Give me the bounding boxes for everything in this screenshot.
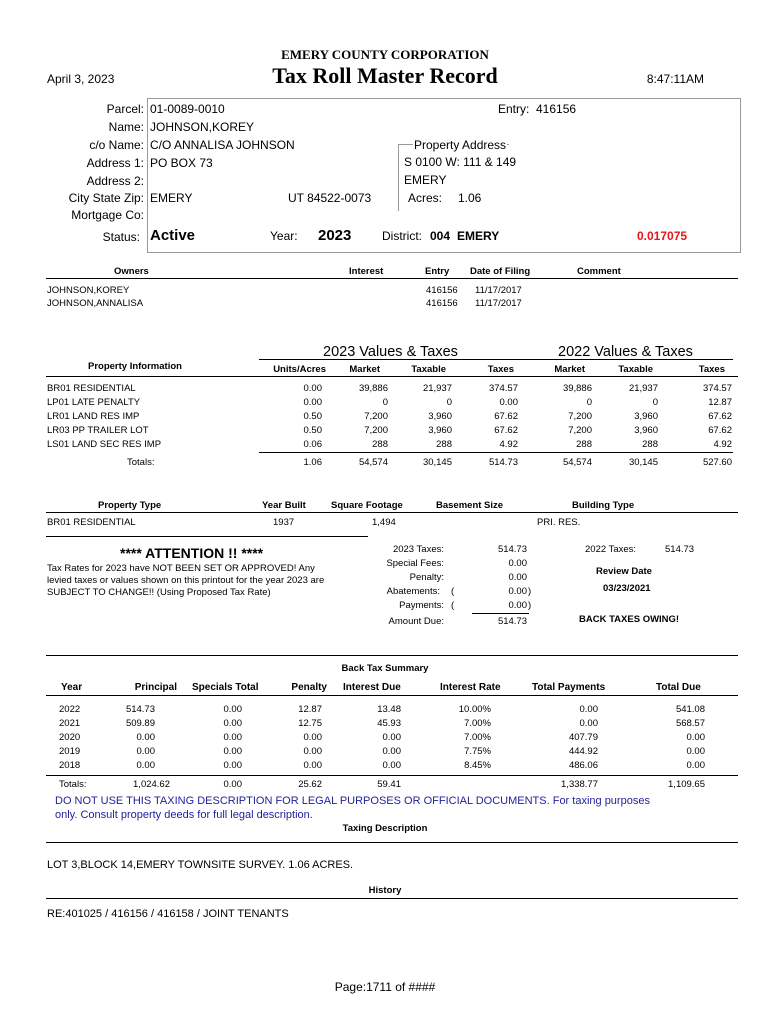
owner-row-entry: 416156 [426, 298, 458, 309]
parcel-number: 01-0089-0010 [150, 102, 225, 116]
bt-total-payments: 0.00 [579, 704, 598, 715]
values-row-taxable-2022: 0 [652, 397, 658, 408]
bt-principal: 509.89 [125, 718, 155, 729]
property-type-divider [46, 512, 738, 513]
market-2023-header: Market [349, 364, 380, 375]
bt-interest-due: 0.00 [382, 732, 401, 743]
values-row-market-2023: 288 [372, 439, 388, 450]
values-row-taxable-2022: 288 [642, 439, 658, 450]
units-header: Units/Acres [273, 364, 326, 375]
mortgage-label: Mortgage Co: [71, 208, 144, 222]
history-line [46, 898, 738, 899]
review-date-value: 03/23/2021 [603, 583, 651, 594]
year-built-header: Year Built [262, 500, 306, 511]
bt-interest-rate: 7.75% [464, 746, 491, 757]
values-title-line [259, 359, 733, 360]
bt-specials: 0.00 [223, 704, 242, 715]
bt-total-payments: 407.79 [568, 732, 598, 743]
bt-interest-due: 13.48 [377, 704, 401, 715]
bt-header-interest-rate: Interest Rate [440, 682, 501, 693]
owner-row-date: 11/17/2017 [475, 285, 522, 296]
values-row-taxes-2022: 67.62 [708, 425, 732, 436]
bt-total-total-due: 1,109.65 [668, 779, 705, 790]
values-row-taxes-2023: 4.92 [499, 439, 518, 450]
bt-principal: 0.00 [136, 746, 155, 757]
bt-total-principal: 1,024.62 [133, 779, 170, 790]
values-row-taxes-2023: 0.00 [499, 397, 518, 408]
year-built-value: 1937 [273, 517, 295, 528]
bt-interest-rate: 8.45% [464, 760, 491, 771]
building-type-value: PRI. RES. [537, 517, 581, 528]
bt-principal: 0.00 [136, 760, 155, 771]
year-value: 2023 [318, 227, 352, 244]
bt-header-principal: Principal [134, 682, 177, 693]
summary-label-amount-due: Amount Due: [388, 616, 444, 627]
taxing-description-line [46, 842, 738, 843]
property-type-value: BR01 RESIDENTIAL [47, 517, 136, 528]
bt-year: 2021 [59, 718, 81, 729]
summary-value-payments: 0.00 [508, 600, 527, 611]
report-date: April 3, 2023 [47, 72, 115, 86]
attention-line-3: SUBJECT TO CHANGE!! (Using Proposed Tax Rate) [47, 587, 271, 598]
values-row-market-2023: 7,200 [364, 411, 388, 422]
page-number: Page:1711 of #### [334, 980, 436, 994]
summary-label-special-fees: Special Fees: [386, 558, 444, 569]
attention-line-1: Tax Rates for 2023 have NOT BEEN SET OR APPROVED! Any [47, 563, 315, 574]
bt-interest-rate: 7.00% [464, 718, 491, 729]
values-row-info: LR01 LAND RES IMP [47, 411, 140, 422]
bt-principal: 0.00 [136, 732, 155, 743]
values-row-market-2023: 7,200 [364, 425, 388, 436]
entry-number: 416156 [536, 102, 577, 116]
taxing-description-title: Taxing Description [342, 823, 428, 834]
owner-row-name: JOHNSON,ANNALISA [47, 298, 144, 309]
bt-header-penalty: Penalty [291, 682, 327, 693]
values-row-market-2022: 7,200 [568, 425, 592, 436]
bt-specials: 0.00 [223, 732, 242, 743]
status-value: Active [150, 227, 196, 244]
city-state-zip-label: City State Zip: [68, 191, 144, 205]
comment-header: Comment [577, 266, 621, 277]
entry-header: Entry [425, 266, 450, 277]
summary-value-special-fees: 0.00 [508, 558, 527, 569]
back-tax-header-line [46, 695, 738, 696]
bt-interest-rate: 7.00% [464, 732, 491, 743]
interest-header: Interest [349, 266, 384, 277]
taxable-2023-header: Taxable [411, 364, 446, 375]
owner-row-entry: 416156 [426, 285, 458, 296]
square-footage-header: Square Footage [331, 500, 403, 511]
bt-total-interest-due: 59.41 [377, 779, 401, 790]
bt-specials: 0.00 [223, 760, 242, 771]
values-row-info: LP01 LATE PENALTY [47, 397, 141, 408]
attention-line-2: levied taxes or values shown on this printout for the year 2023 are [47, 575, 325, 586]
values-totals-label: Totals: [127, 457, 155, 468]
back-tax-totals-line [46, 775, 738, 776]
values-row-taxable-2023: 21,937 [422, 383, 452, 394]
bt-year: 2019 [59, 746, 81, 757]
taxes-2023-header: Taxes [487, 364, 514, 375]
address2-label: Address 2: [86, 174, 144, 188]
company-name: EMERY COUNTY CORPORATION [281, 47, 489, 62]
values-row-taxes-2023: 67.62 [494, 411, 518, 422]
bt-specials: 0.00 [223, 746, 242, 757]
abatements-paren-open: ( [451, 586, 455, 597]
values-row-units: 0.50 [303, 411, 322, 422]
values-row-taxable-2023: 0 [446, 397, 452, 408]
history-text: RE:401025 / 416156 / 416158 / JOINT TENANTS [47, 908, 289, 920]
values-row-taxes-2022: 12.87 [708, 397, 732, 408]
bt-header-total-due: Total Due [656, 682, 701, 693]
back-taxes-owing: BACK TAXES OWING! [579, 614, 680, 625]
acres-value: 1.06 [458, 191, 482, 205]
district-code: 004 [430, 229, 451, 243]
values-row-taxable-2022: 21,937 [628, 383, 658, 394]
summary-label-taxes: 2023 Taxes: [392, 544, 444, 555]
name-label: Name: [108, 120, 144, 134]
values-row-units: 0.06 [303, 439, 322, 450]
basement-size-header: Basement Size [436, 500, 504, 511]
values-total-market-2023: 54,574 [358, 457, 388, 468]
taxable-2022-header: Taxable [618, 364, 653, 375]
history-title: History [368, 885, 402, 896]
values-row-units: 0.50 [303, 425, 322, 436]
bt-total-payments: 0.00 [579, 718, 598, 729]
values-row-taxes-2022: 4.92 [713, 439, 732, 450]
summary-label-abatements: Abatements: [386, 586, 440, 597]
address1: PO BOX 73 [150, 156, 213, 170]
summary-label-payments: Payments: [399, 600, 444, 611]
bt-total-penalty: 25.62 [298, 779, 322, 790]
values-header-divider [46, 376, 738, 377]
values-total-taxable-2022: 30,145 [628, 457, 658, 468]
bt-total-total-payments: 1,338.77 [561, 779, 598, 790]
amount-due-line [472, 613, 529, 614]
values-totals-line [259, 452, 733, 453]
bt-header-specials: Specials Total [192, 682, 259, 693]
owner-row-date: 11/17/2017 [475, 298, 522, 309]
bt-penalty: 0.00 [303, 760, 322, 771]
summary-value-penalty: 0.00 [508, 572, 527, 583]
bt-penalty: 0.00 [303, 732, 322, 743]
summary-value-taxes: 514.73 [497, 544, 527, 555]
tax-rate: 0.017075 [637, 229, 688, 243]
owner-row-name: JOHNSON,KOREY [47, 285, 130, 296]
taxes-2022-value: 514.73 [665, 544, 695, 555]
values-row-taxable-2022: 3,960 [634, 411, 658, 422]
co-name-label: c/o Name: [89, 138, 144, 152]
taxes-2022-header: Taxes [698, 364, 725, 375]
bt-interest-due: 0.00 [382, 746, 401, 757]
property-address-line1: S 0100 W: 111 & 149 [404, 155, 517, 169]
values-row-units: 0.00 [303, 397, 322, 408]
bt-header-interest-due: Interest Due [343, 682, 401, 693]
values-row-taxes-2023: 67.62 [494, 425, 518, 436]
summary-value-amount-due: 514.73 [497, 616, 527, 627]
co-name: C/O ANNALISA JOHNSON [150, 138, 295, 152]
values-row-taxable-2023: 3,960 [428, 411, 452, 422]
property-info-header: Property Information [88, 361, 182, 372]
attention-title: **** ATTENTION !! **** [120, 545, 264, 561]
values-row-taxes-2023: 374.57 [488, 383, 518, 394]
square-footage-value: 1,494 [372, 517, 396, 528]
back-tax-title: Back Tax Summary [341, 663, 429, 674]
values-row-taxes-2022: 374.57 [702, 383, 732, 394]
taxes-2022-label: 2022 Taxes: [585, 544, 637, 555]
values-row-market-2022: 7,200 [568, 411, 592, 422]
bt-total-payments: 444.92 [568, 746, 598, 757]
abatements-paren-close: ) [528, 586, 532, 597]
values-2022-title: 2022 Values & Taxes [558, 344, 693, 360]
taxing-description-text: LOT 3,BLOCK 14,EMERY TOWNSITE SURVEY. 1.06 ACRES. [47, 859, 354, 871]
property-type-header: Property Type [98, 500, 162, 511]
owner-name: JOHNSON,KOREY [150, 120, 255, 134]
date-of-filing-header: Date of Filing [470, 266, 531, 277]
report-time: 8:47:11AM [646, 72, 704, 86]
attention-top-line [46, 536, 368, 537]
property-address-line2: EMERY [404, 173, 447, 187]
bt-header-year: Year [61, 682, 83, 693]
owners-header: Owners [114, 266, 149, 277]
bt-year: 2022 [59, 704, 81, 715]
values-row-market-2022: 39,886 [562, 383, 592, 394]
values-row-market-2023: 39,886 [358, 383, 388, 394]
payments-paren-open: ( [451, 600, 455, 611]
disclaimer-line-1: DO NOT USE THIS TAXING DESCRIPTION FOR LEGAL PURPOSES OR OFFICIAL DOCUMENTS. For taxing purposes [55, 795, 650, 807]
page-title: Tax Roll Master Record [272, 63, 498, 88]
bt-penalty: 12.75 [298, 718, 322, 729]
entry-label: Entry: [498, 102, 530, 116]
parcel-label: Parcel: [106, 102, 144, 116]
bt-year: 2018 [59, 760, 81, 771]
values-row-taxes-2022: 67.62 [708, 411, 732, 422]
bt-principal: 514.73 [125, 704, 155, 715]
bt-totals-label: Totals: [59, 779, 87, 790]
bt-interest-due: 45.93 [377, 718, 401, 729]
district-label: District: [382, 229, 422, 243]
summary-value-abatements: 0.00 [508, 586, 527, 597]
summary-label-penalty: Penalty: [409, 572, 444, 583]
bt-interest-due: 0.00 [382, 760, 401, 771]
bt-penalty: 12.87 [298, 704, 322, 715]
building-type-header: Building Type [572, 500, 635, 511]
values-total-taxes-2022: 527.60 [702, 457, 732, 468]
values-total-taxable-2023: 30,145 [422, 457, 452, 468]
bt-penalty: 0.00 [303, 746, 322, 757]
owners-divider [46, 278, 738, 279]
values-row-market-2023: 0 [382, 397, 388, 408]
bt-year: 2020 [59, 732, 81, 743]
values-row-taxable-2023: 288 [436, 439, 452, 450]
values-total-units: 1.06 [303, 457, 322, 468]
state-zip: UT 84522-0073 [288, 191, 372, 205]
bt-total-due: 568.57 [675, 718, 705, 729]
values-row-info: LS01 LAND SEC RES IMP [47, 439, 162, 450]
bt-interest-rate: 10.00% [458, 704, 491, 715]
values-row-taxable-2023: 3,960 [428, 425, 452, 436]
acres-label: Acres: [408, 191, 443, 205]
bt-total-due: 0.00 [686, 760, 705, 771]
disclaimer-line-2: only. Consult property deeds for full legal description. [55, 809, 313, 821]
values-row-units: 0.00 [303, 383, 322, 394]
district-name: EMERY [457, 229, 500, 243]
values-row-info: LR03 PP TRAILER LOT [47, 425, 149, 436]
bt-total-due: 0.00 [686, 732, 705, 743]
values-row-market-2022: 288 [576, 439, 592, 450]
bt-header-total-payments: Total Payments [532, 682, 606, 693]
address1-label: Address 1: [86, 156, 144, 170]
bt-total-due: 0.00 [686, 746, 705, 757]
bt-total-due: 541.08 [675, 704, 705, 715]
back-tax-top-line [46, 655, 738, 656]
payments-paren-close: ) [528, 600, 532, 611]
status-label: Status: [102, 230, 140, 244]
city: EMERY [150, 191, 193, 205]
values-total-taxes-2023: 514.73 [488, 457, 518, 468]
values-total-market-2022: 54,574 [562, 457, 592, 468]
bt-specials: 0.00 [223, 718, 242, 729]
values-row-market-2022: 0 [586, 397, 592, 408]
year-label: Year: [270, 229, 298, 243]
bt-total-specials: 0.00 [223, 779, 242, 790]
bt-total-payments: 486.06 [568, 760, 598, 771]
market-2022-header: Market [554, 364, 585, 375]
values-row-taxable-2022: 3,960 [634, 425, 658, 436]
values-row-info: BR01 RESIDENTIAL [47, 383, 136, 394]
property-address-title: Property Address [414, 138, 507, 152]
values-2023-title: 2023 Values & Taxes [323, 344, 458, 360]
review-date-label: Review Date [596, 566, 652, 577]
